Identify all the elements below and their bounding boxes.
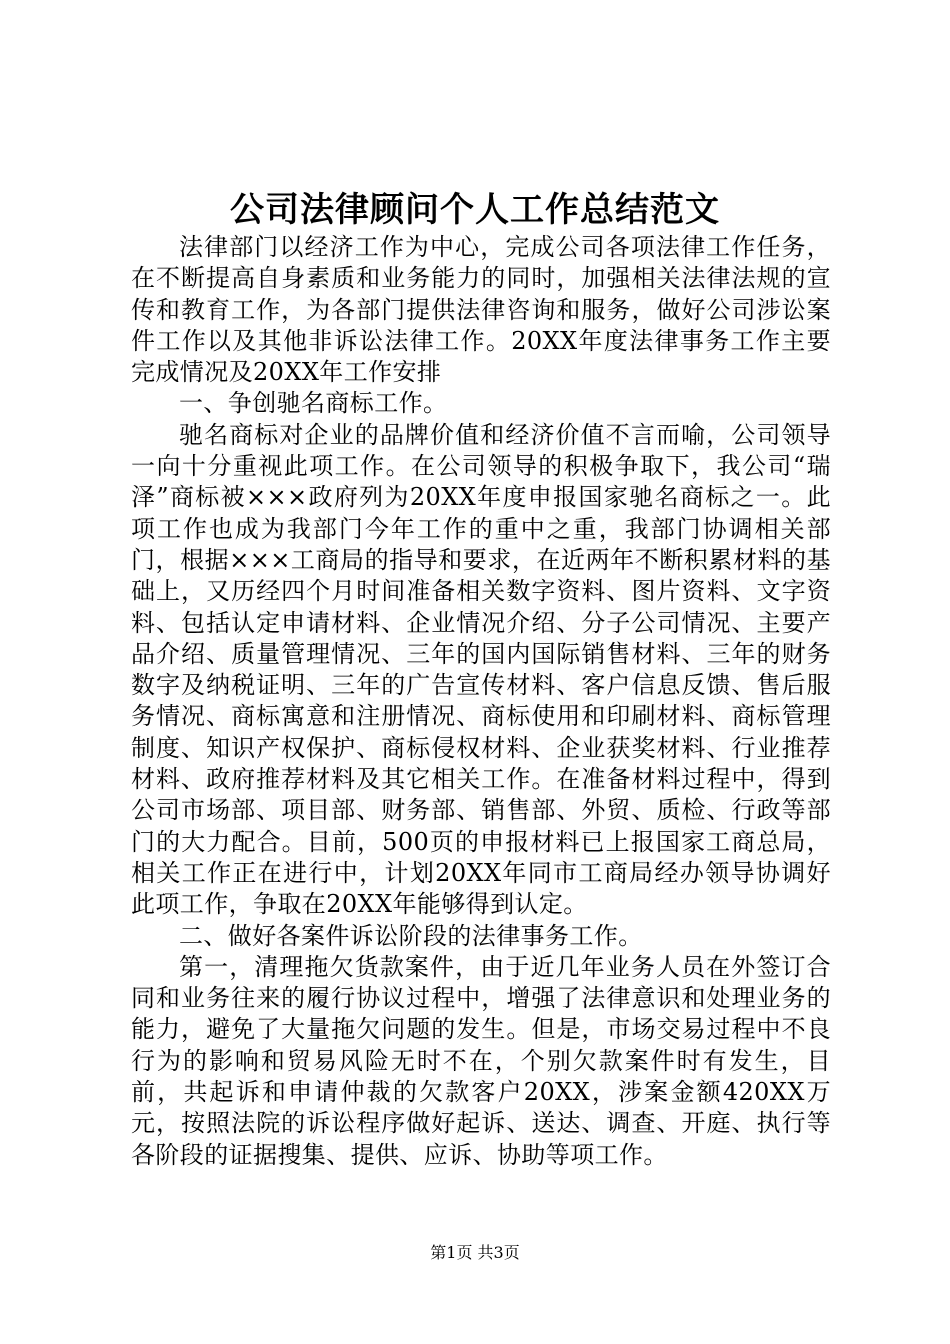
page-footer: 第1页 共3页 bbox=[430, 1243, 520, 1262]
paragraph-trademark: 驰名商标对企业的品牌价值和经济价值不言而喻，公司领导一向十分重视此项工作。在公司领导的积极争取下，我公司“瑞泽”商标被×××政府列为20XX年度申报国家驰名商标之一。此项工作也成为我部门今年工作的重中之重，我部门协调相关部门，根据×××工商局的指导和要求，在近两年不断积累材料的基础上，又历经四个月时间准备相关数字资料、图片资料、文字资料、包括认定申请材料、企业情况介绍、分子公司情况、主要产品介绍、质量管理情况、三年的国内国际销售材料、三年的财务数字及纳税证明、三年的广告宣传材料、客户信息反馈、售后服务情况、商标寓意和注册情况、商标使用和印刷材料、商标管理制度、知识产权保护、商标侵权材料、企业获奖材料、行业推荐材料、政府推荐材料及其它相关工作。在准备材料过程中，得到公司市场部、项目部、财务部、销售部、外贸、质检、行政等部门的大力配合。目前，500页的申报材料已上报国家工商总局，相关工作正在进行中，计划20XX年同市工商局经办领导协调好此项工作，争取在20XX年能够得到认定。 bbox=[131, 420, 831, 919]
paragraph-intro: 法律部门以经济工作为中心，完成公司各项法律工作任务，在不断提高自身素质和业务能力的同时，加强相关法律法规的宣传和教育工作，为各部门提供法律咨询和服务，做好公司涉讼案件工作以及其他非诉讼法律工作。20XX年度法律事务工作主要完成情况及20XX年工作安排 bbox=[131, 233, 831, 387]
paragraph-litigation: 第一，清理拖欠货款案件，由于近几年业务人员在外签订合同和业务往来的履行协议过程中，增强了法律意识和处理业务的能力，避免了大量拖欠问题的发生。但是，市场交易过程中不良行为的影响和贸易风险无时不在，个别欠款案件时有发生，目前，共起诉和申请仲裁的欠款客户20XX，涉案金额420XX万元，按照法院的诉讼程序做好起诉、送达、调查、开庭、执行等各阶段的证据搜集、提供、应诉、协助等项工作。 bbox=[131, 952, 831, 1169]
document-title: 公司法律顾问个人工作总结范文 bbox=[230, 190, 720, 230]
section-heading-1: 一、争创驰名商标工作。 bbox=[179, 389, 448, 418]
section-heading-2: 二、做好各案件诉讼阶段的法律事务工作。 bbox=[179, 921, 643, 950]
document-body bbox=[131, 232, 831, 1171]
